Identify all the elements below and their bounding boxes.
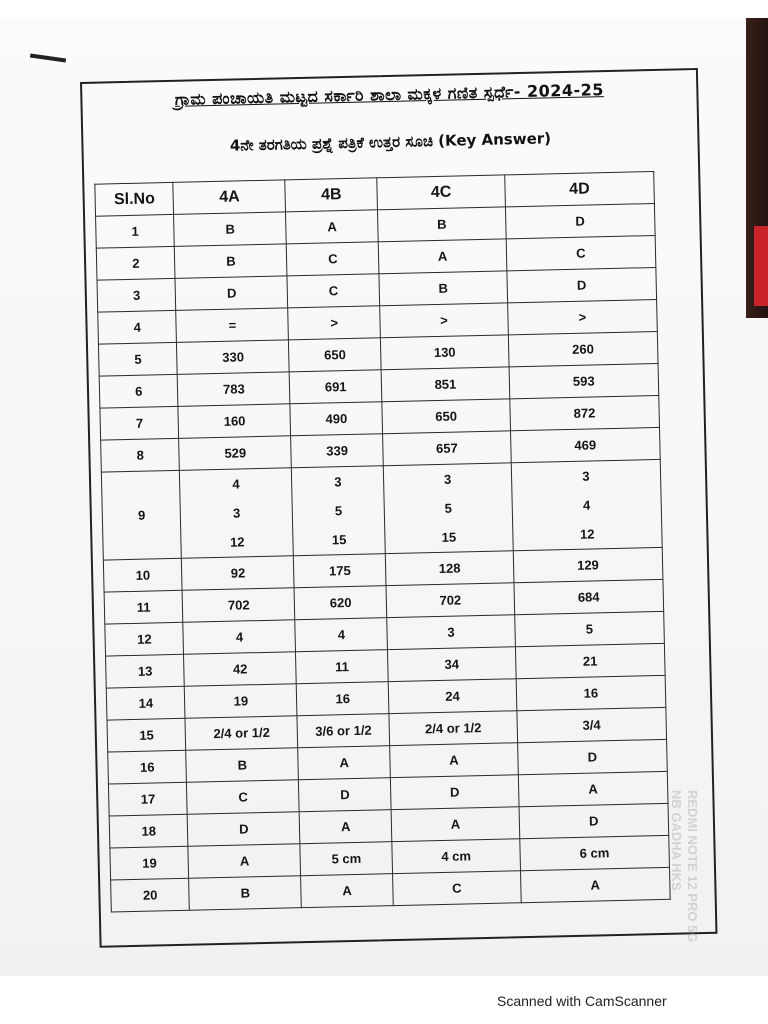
cell-4c: 2/4 or 1/2	[389, 711, 517, 746]
cell-4a: B	[174, 212, 286, 247]
cell-line: 3	[582, 468, 590, 484]
background-object-red	[754, 226, 768, 306]
cell-slno: 3	[97, 278, 176, 312]
cell-4b: 490	[290, 402, 383, 436]
cell-line: 5	[334, 503, 343, 519]
cell-line: 12	[579, 526, 595, 542]
cell-4d: 872	[510, 395, 660, 430]
cell-4b: 175	[294, 554, 387, 588]
cell-4a: 92	[182, 556, 294, 591]
cell-4b: >	[288, 306, 381, 340]
cell-4a: D	[188, 812, 300, 847]
cell-4b: C	[287, 274, 380, 308]
cell-slno: 13	[106, 654, 185, 688]
cell-slno: 12	[105, 622, 184, 656]
cell-4a: B	[175, 244, 287, 279]
cell-slno: 5	[98, 342, 177, 376]
cell-4a: 783	[178, 372, 290, 407]
cell-4a	[180, 468, 294, 559]
cell-slno: 7	[100, 406, 179, 440]
cell-line: 3	[443, 471, 452, 487]
cell-4c: A	[378, 239, 506, 274]
cell-4d: >	[507, 299, 657, 334]
cell-4c: C	[393, 871, 521, 906]
cell-4d: 16	[516, 675, 666, 710]
cell-slno: 16	[108, 750, 187, 784]
cell-line: 4	[582, 497, 591, 513]
document-title: ಗ್ರಾಮ ಪಂಚಾಯತಿ ಮಟ್ಟದ ಸರ್ಕಾರಿ ಶಾಲಾ ಮಕ್ಕಳ ಗಣಿತ ಸ್ಪರ್ಧೆ- 2024-25	[174, 80, 605, 109]
cell-4d: 469	[510, 427, 660, 462]
cell-4d: D	[505, 203, 655, 238]
cell-4a: 529	[179, 436, 291, 471]
cell-4d: A	[518, 771, 668, 806]
watermark-line: NB GADHA HKS	[669, 790, 684, 891]
cell-line: 15	[331, 532, 347, 548]
header-4c: 4C	[377, 175, 505, 210]
cell-4d: D	[519, 803, 669, 838]
cell-4b: D	[299, 778, 392, 812]
phone-watermark	[668, 790, 700, 942]
cell-4a: C	[187, 780, 299, 815]
cell-4c: B	[379, 271, 507, 306]
cell-line: 3	[334, 474, 342, 490]
cell-4a: A	[188, 844, 300, 879]
cell-slno: 20	[111, 878, 190, 912]
cell-slno: 15	[107, 718, 186, 752]
cell-4b: 4	[295, 618, 388, 652]
cell-4d: 6 cm	[520, 835, 670, 870]
header-4a: 4A	[173, 180, 285, 215]
cell-4b: 650	[289, 338, 382, 372]
cell-line: 5	[444, 500, 453, 516]
cell-4d: 21	[515, 643, 665, 678]
cell-4a: 330	[177, 340, 289, 375]
cell-slno: 14	[106, 686, 185, 720]
cell-slno: 11	[104, 590, 183, 624]
cell-4b: 691	[289, 370, 382, 404]
cell-4d: 593	[509, 363, 659, 398]
cell-4a: 160	[178, 404, 290, 439]
cell-4d: 684	[514, 579, 664, 614]
cell-slno: 8	[101, 438, 180, 472]
cell-4a: B	[189, 876, 301, 911]
cell-4b: 5 cm	[300, 842, 393, 876]
cell-4c	[384, 463, 513, 554]
cell-4c: A	[390, 743, 518, 778]
cell-4c: >	[380, 303, 508, 338]
cell-4b: C	[286, 242, 379, 276]
cell-4d	[511, 459, 662, 550]
cell-4b: A	[301, 874, 394, 908]
cell-slno: 10	[103, 558, 182, 592]
cell-4d: 260	[508, 331, 658, 366]
cell-4b: A	[286, 210, 379, 244]
table-row	[101, 459, 662, 560]
cell-4c: 851	[381, 367, 509, 402]
cell-4a: D	[175, 276, 287, 311]
cell-4c: 130	[381, 335, 509, 370]
cell-4c: 702	[386, 583, 514, 618]
cell-slno: 9	[101, 470, 181, 560]
cell-slno: 4	[98, 310, 177, 344]
answer-key-table	[94, 171, 670, 913]
cell-4d: D	[517, 739, 667, 774]
cell-slno: 6	[99, 374, 178, 408]
cell-4c: D	[391, 775, 519, 810]
cell-4d: A	[520, 867, 670, 902]
cell-4d: 129	[513, 547, 663, 582]
document-subtitle: 4ನೇ ತರಗತಿಯ ಪ್ರಶ್ನೆ ಪತ್ರಿಕೆ ಉತ್ತರ ಸೂಚಿ (Key Answer)	[229, 129, 552, 155]
cell-4b	[292, 466, 386, 556]
cell-slno: 2	[96, 246, 175, 280]
cell-line: 15	[441, 529, 457, 545]
cell-4c: 657	[383, 431, 511, 466]
cell-4b: 16	[296, 682, 389, 716]
watermark-line: REDMI NOTE 12 PRO 5G	[685, 790, 700, 943]
cell-4c: B	[378, 207, 506, 242]
cell-4a: B	[186, 748, 298, 783]
cell-slno: 19	[110, 846, 189, 880]
cell-4d: D	[507, 267, 657, 302]
cell-4c: 650	[382, 399, 510, 434]
cell-4d: 5	[514, 611, 664, 646]
cell-4a: 702	[183, 588, 295, 623]
cell-line: 12	[229, 534, 245, 550]
cell-4a: 42	[184, 652, 296, 687]
cell-4c: 24	[388, 679, 516, 714]
cell-slno: 1	[96, 214, 175, 248]
cell-4b: 11	[296, 650, 389, 684]
cell-4b: 3/6 or 1/2	[297, 714, 390, 748]
cell-line: 4	[232, 476, 240, 492]
header-slno: Sl.No	[95, 182, 174, 216]
cell-4a: 4	[183, 620, 295, 655]
cell-4b: A	[299, 810, 392, 844]
cell-4c: 4 cm	[392, 839, 520, 874]
answer-key-sheet	[80, 68, 717, 948]
cell-slno: 17	[108, 782, 187, 816]
cell-4a: =	[176, 308, 288, 343]
cell-4c: 3	[387, 615, 515, 650]
cell-4d: 3/4	[517, 707, 667, 742]
header-4d: 4D	[504, 172, 654, 207]
cell-4c: A	[391, 807, 519, 842]
cell-4b: A	[298, 746, 391, 780]
cell-4b: 620	[294, 586, 387, 620]
cell-4a: 19	[185, 684, 297, 719]
cell-4d: C	[506, 235, 656, 270]
cell-slno: 18	[109, 814, 188, 848]
table-body	[96, 203, 671, 912]
cell-4c: 128	[386, 551, 514, 586]
cell-4b: 339	[291, 434, 384, 468]
header-4b: 4B	[285, 178, 378, 212]
cell-line: 3	[232, 505, 241, 521]
cell-4c: 34	[388, 647, 516, 682]
scanner-footer: Scanned with CamScanner	[497, 993, 667, 1009]
cell-4a: 2/4 or 1/2	[185, 716, 297, 751]
